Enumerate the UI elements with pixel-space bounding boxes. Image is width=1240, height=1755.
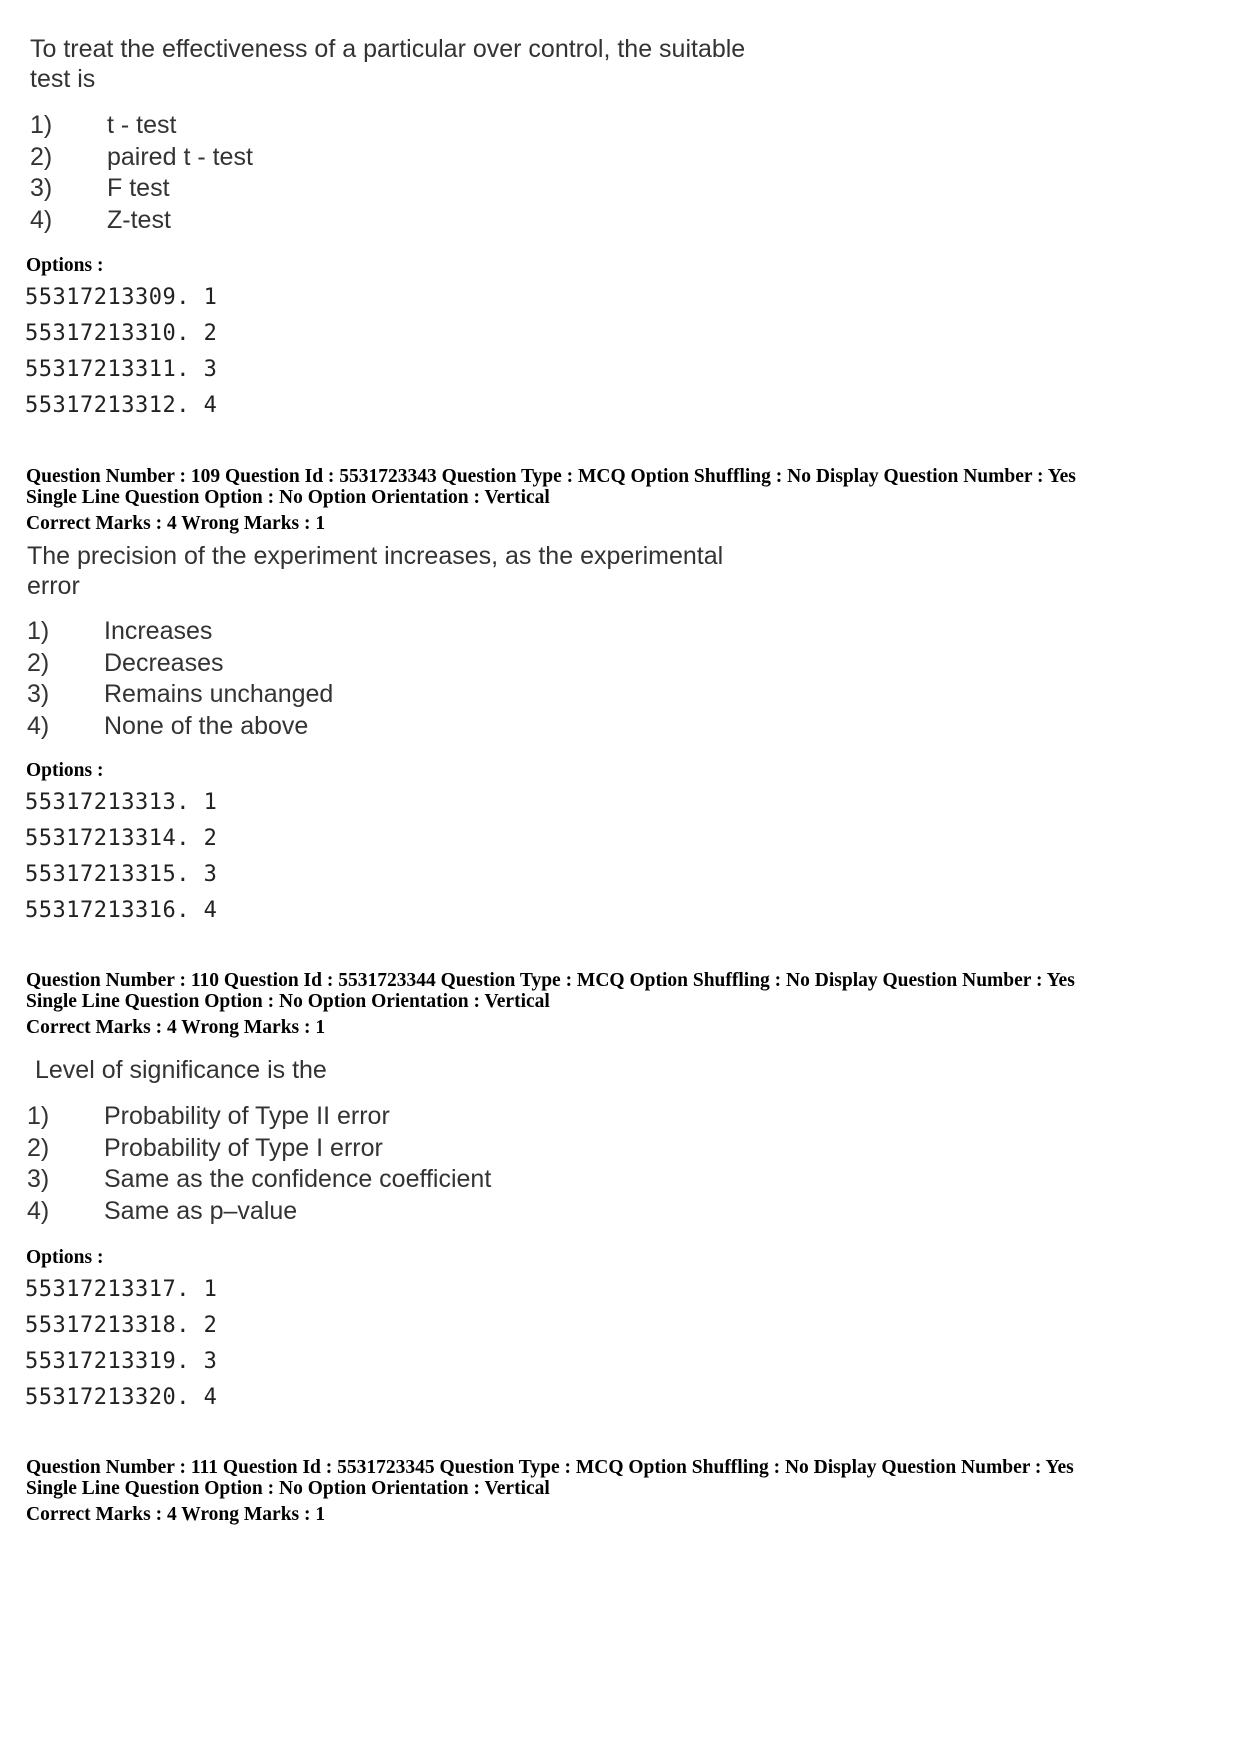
option-code: 55317213309. 1 (25, 285, 218, 310)
answer-choice (30, 205, 790, 237)
answer-choice (27, 1196, 787, 1228)
option-code: 55317213318. 2 (25, 1313, 218, 1338)
option-code: 55317213313. 1 (25, 790, 218, 815)
question-header-line: Question Number : 111 Question Id : 5531723345 Question Type : MCQ Option Shuffling : No Display Question Number : Yes (26, 1457, 1074, 1478)
choice-text: paired t - test (107, 142, 253, 171)
answer-choice (27, 711, 787, 743)
question-stem-line: test is (30, 65, 96, 93)
choice-number: 1) (27, 617, 50, 645)
question-header-line: Single Line Question Option : No Option Orientation : Vertical (26, 1478, 550, 1499)
answer-choice (30, 173, 790, 205)
choice-text: Probability of Type I error (104, 1133, 383, 1162)
option-code: 55317213316. 4 (25, 898, 218, 923)
choice-text: Increases (104, 617, 213, 645)
choice-number: 2) (30, 142, 53, 171)
choice-text: Same as p–value (104, 1196, 298, 1225)
options-label: Options : (26, 1247, 104, 1268)
choice-number: 3) (30, 174, 53, 202)
choice-number: 3) (27, 680, 50, 708)
question-stem-line: Level of significance is the (35, 1056, 327, 1084)
options-label: Options : (26, 760, 104, 781)
marks-line: Correct Marks : 4 Wrong Marks : 1 (26, 1017, 326, 1038)
choice-number: 1) (30, 111, 53, 139)
answer-choice (30, 142, 790, 174)
choice-text: Z-test (107, 205, 171, 234)
marks-line: Correct Marks : 4 Wrong Marks : 1 (26, 513, 326, 534)
option-code: 55317213312. 4 (25, 393, 218, 418)
choice-text: Remains unchanged (104, 680, 334, 708)
answer-choice (27, 616, 787, 648)
option-code: 55317213319. 3 (25, 1349, 218, 1374)
option-code: 55317213310. 2 (25, 321, 218, 346)
answer-choice (27, 1164, 787, 1196)
answer-choice (27, 648, 787, 680)
question-header-line: Question Number : 110 Question Id : 5531723344 Question Type : MCQ Option Shuffling : No Display Question Number : Yes (26, 970, 1075, 991)
marks-line: Correct Marks : 4 Wrong Marks : 1 (26, 1504, 326, 1525)
choice-number: 4) (27, 711, 50, 740)
choice-text: F test (107, 174, 170, 202)
question-choices (27, 1101, 787, 1227)
answer-choice (27, 1133, 787, 1165)
option-code: 55317213317. 1 (25, 1277, 218, 1302)
question-header-line: Single Line Question Option : No Option Orientation : Vertical (26, 991, 550, 1012)
question-header-line: Question Number : 109 Question Id : 5531723343 Question Type : MCQ Option Shuffling : No Display Question Number : Yes (26, 466, 1076, 487)
option-code: 55317213311. 3 (25, 357, 218, 382)
choice-text: Same as the confidence coefficient (104, 1165, 492, 1193)
choice-number: 2) (27, 648, 50, 677)
option-code: 55317213320. 4 (25, 1385, 218, 1410)
options-label: Options : (26, 255, 104, 276)
choice-number: 1) (27, 1102, 50, 1130)
choice-text: None of the above (104, 711, 309, 740)
question-image (30, 34, 790, 236)
question-image (27, 541, 787, 742)
answer-choice (30, 110, 790, 142)
question-stem-line: error (27, 572, 80, 600)
question-stem-line: The precision of the experiment increases, as the experimental (27, 542, 724, 570)
choice-text: Probability of Type II error (104, 1102, 390, 1130)
choice-text: t - test (107, 111, 177, 139)
answer-choice (27, 1101, 787, 1133)
choice-number: 2) (27, 1133, 50, 1162)
choice-number: 4) (27, 1196, 50, 1225)
question-stem-line: To treat the effectiveness of a particular over control, the suitable (30, 35, 746, 63)
choice-number: 3) (27, 1165, 50, 1193)
question-image (35, 1055, 795, 1085)
choice-number: 4) (30, 205, 53, 234)
option-code: 55317213314. 2 (25, 826, 218, 851)
choice-text: Decreases (104, 648, 224, 677)
answer-choice (27, 679, 787, 711)
question-header-line: Single Line Question Option : No Option Orientation : Vertical (26, 487, 550, 508)
option-code: 55317213315. 3 (25, 862, 218, 887)
